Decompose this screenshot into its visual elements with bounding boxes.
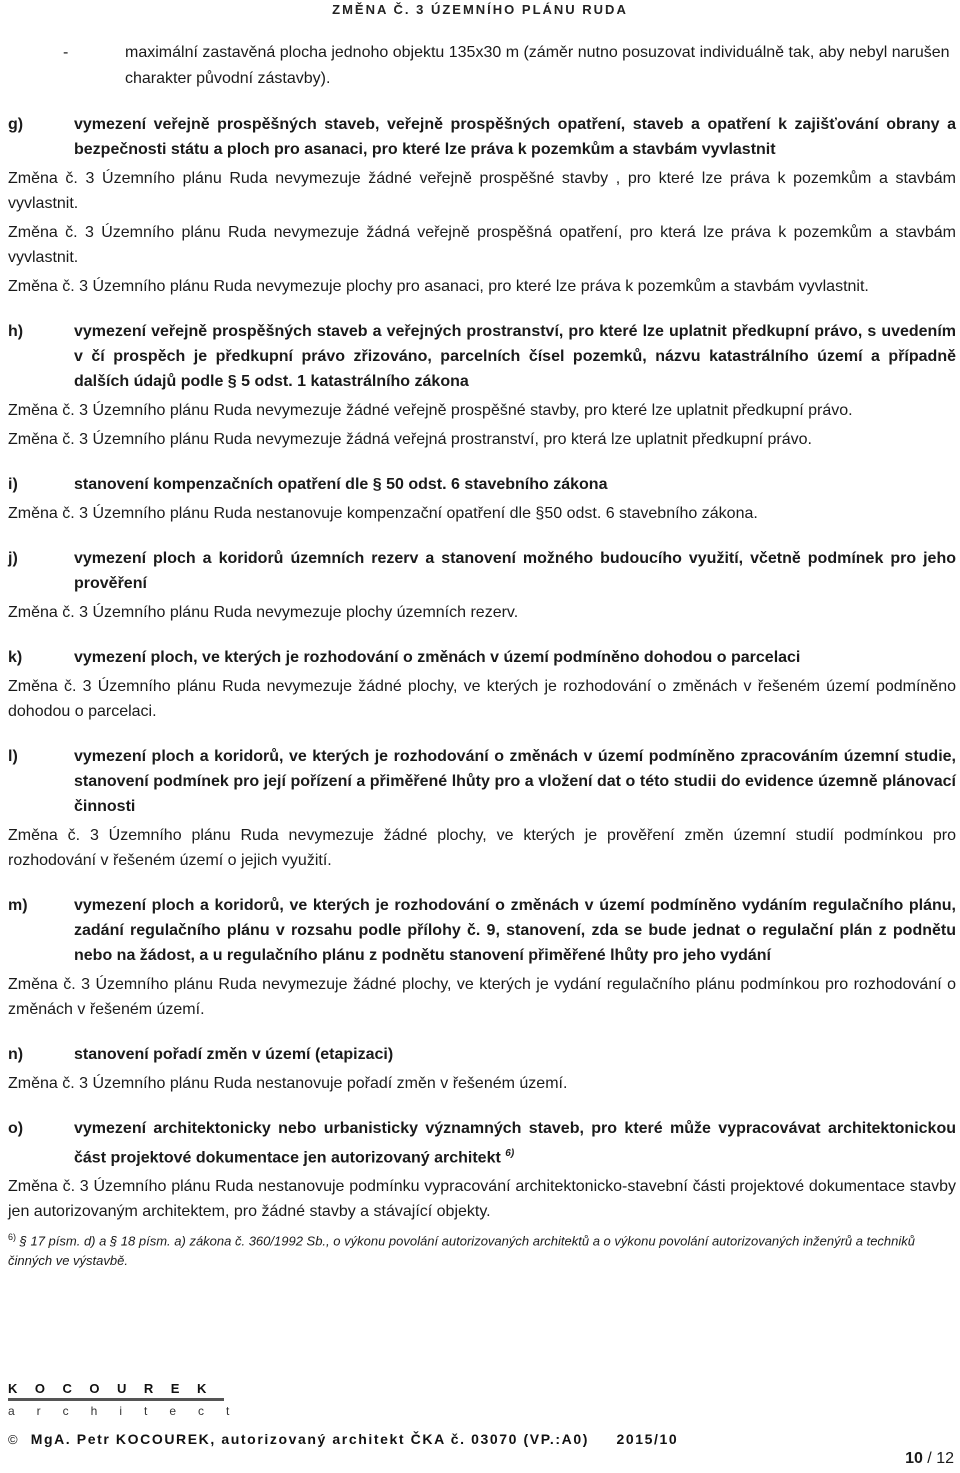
bullet-dash: - (63, 44, 69, 61)
section-paragraph: Změna č. 3 Územního plánu Ruda nevymezuje žádná veřejná prostranství, pro která lze uplatnit předkupní právo. (8, 431, 812, 448)
section-title (74, 744, 956, 819)
section-paragraph: Změna č. 3 Územního plánu Ruda nevymezuje žádné plochy, ve kterých je vydání regulačního plánu podmínkou pro rozhodování o změnách v řešeném území. (8, 976, 956, 1018)
footer (8, 1431, 948, 1447)
section-paragraph: Změna č. 3 Územního plánu Ruda nevymezuje žádné veřejně prospěšné stavby , pro které lze práva k pozemkům a stavbám vyvlastnit. (8, 170, 956, 212)
section-heading (8, 319, 956, 394)
document-body (8, 40, 956, 1270)
section-letter: k) (8, 649, 23, 666)
section-title-sup: 6) (505, 1148, 515, 1159)
section-heading (8, 645, 956, 670)
section-title-text: vymezení veřejně prospěšných staveb, veřejně prospěšných opatření, staveb a opatření k zajišťování obrany a bezpečnosti státu a ploch pro asanaci, pro které lze práva k pozemkům a stavbám vyvlastnit (74, 116, 956, 158)
page-header: ZMĚNA Č. 3 ÚZEMNÍHO PLÁNU RUDA (332, 2, 628, 17)
section-letter: o) (8, 1120, 24, 1137)
page-separator: / (922, 1450, 937, 1467)
page-total: 12 (936, 1450, 954, 1467)
footer-author: MgA. Petr KOCOUREK, autorizovaný architekt ČKA č. 03070 (VP.:A0) (30, 1431, 589, 1447)
section-title-text: vymezení ploch a koridorů, ve kterých je rozhodování o změnách v území podmíněno zpracováním územní studie, stanovení podmínek pro její pořízení a přiměřené lhůty pro a vložení dat o této studii do evidence územně plánovací činnosti (74, 748, 956, 815)
section-title (74, 645, 956, 670)
section-title (74, 1116, 956, 1170)
section-letter: j) (8, 550, 18, 567)
copyright-icon: © (8, 1432, 20, 1447)
section-letter: n) (8, 1046, 24, 1063)
bullet-text: maximální zastavěná plocha jednoho objektu 135x30 m (záměr nutno posuzovat individuálně tak, aby nebyl narušen charakter původní zástavby). (125, 44, 950, 87)
footer-code: 2015/10 (616, 1431, 679, 1447)
section-heading (8, 546, 956, 596)
section-title (74, 546, 956, 596)
section-letter: l) (8, 748, 18, 765)
section-title-text: vymezení ploch a koridorů územních rezerv a stanovení možného budoucího využití, včetně podmínek pro jeho prověření (74, 550, 956, 592)
section-paragraph: Změna č. 3 Územního plánu Ruda nestanovuje podmínku vypracování architektonicko-stavební části projektové dokumentace stavby jen autorizovaným architektem, pro žádné stavby a stávající objekty. (8, 1178, 956, 1221)
section-heading (8, 112, 956, 162)
kocourek-logo (8, 1381, 252, 1418)
section-title (74, 893, 956, 968)
footnote-mark: 6) (8, 1232, 17, 1243)
section-letter: i) (8, 476, 18, 493)
section-title-text: vymezení veřejně prospěšných staveb a veřejných prostranství, pro které lze uplatnit předkupní právo, s uvedením v čí prospěch je předkupní právo zřizováno, parcelních čísel pozemků, názvu katastrálního území a případně dalších údajů podle § 5 odst. 1 katastrálního zákona (74, 323, 956, 390)
section-heading (8, 893, 956, 968)
section-heading (8, 472, 956, 497)
section-title (74, 112, 956, 162)
page-current: 10 (905, 1450, 923, 1467)
section-paragraph: Změna č. 3 Územního plánu Ruda nevymezuje plochy pro asanaci, pro které lze práva k pozemkům a stavbám vyvlastnit. (8, 278, 869, 295)
section-letter: m) (8, 897, 28, 914)
logo-bottom-text: architect (8, 1404, 252, 1418)
section-title-text: vymezení architektonicky nebo urbanisticky významných staveb, pro které může vypracovávat architektonickou část projektové dokumentace jen autorizovaný architekt (74, 1120, 956, 1167)
logo-top-text: KOCOUREK (8, 1381, 224, 1396)
section-letter: g) (8, 116, 24, 133)
sections-container (8, 112, 956, 1224)
section-heading (8, 744, 956, 819)
section-title-text: stanovení kompenzačních opatření dle § 50 odst. 6 stavebního zákona (74, 476, 608, 493)
section-paragraph: Změna č. 3 Územního plánu Ruda nevymezuje žádná veřejně prospěšná opatření, pro která lze práva k pozemkům a stavbám vyvlastnit. (8, 224, 956, 266)
intro-bullet (63, 40, 956, 92)
section-paragraph: Změna č. 3 Územního plánu Ruda nevymezuje žádné plochy, ve kterých je rozhodování o změnách v řešeném území podmíněno dohodou o parcelaci. (8, 678, 956, 720)
section-title (74, 1042, 956, 1067)
section-title (74, 319, 956, 394)
section-paragraph: Změna č. 3 Územního plánu Ruda nevymezuje žádné plochy, ve kterých je prověření změn územní studií podmínkou pro rozhodování v řešeném území o jejich využití. (8, 827, 956, 869)
section-heading (8, 1116, 956, 1170)
page-number (905, 1450, 954, 1468)
section-title-text: vymezení ploch a koridorů, ve kterých je rozhodování o změnách v území podmíněno vydáním regulačního plánu, zadání regulačního plánu v rozsahu podle přílohy č. 9, stanovení, zda se bude jednat o regulační plán z podnětu nebo na žádost, a u regulačního plánu z podnětu stanovení přiměřené lhůty pro jeho vydání (74, 897, 956, 964)
section-title (74, 472, 956, 497)
section-letter: h) (8, 323, 24, 340)
section-heading (8, 1042, 956, 1067)
footnote-text: § 17 písm. d) a § 18 písm. a) zákona č. 360/1992 Sb., o výkonu povolání autorizovaných architektů a o výkonu povolání autorizovaných inženýrů a techniků činných ve výstavbě. (8, 1233, 916, 1268)
section-paragraph: Změna č. 3 Územního plánu Ruda nevymezuje plochy územních rezerv. (8, 604, 519, 621)
logo-divider (8, 1398, 224, 1401)
footnote (8, 1228, 956, 1269)
section-paragraph: Změna č. 3 Územního plánu Ruda nestanovuje pořadí změn v řešeném území. (8, 1075, 568, 1092)
section-paragraph: Změna č. 3 Územního plánu Ruda nevymezuje žádné veřejně prospěšné stavby, pro které lze uplatnit předkupní právo. (8, 402, 853, 419)
section-title-text: vymezení ploch, ve kterých je rozhodování o změnách v území podmíněno dohodou o parcelaci (74, 649, 801, 666)
section-paragraph: Změna č. 3 Územního plánu Ruda nestanovuje kompenzační opatření dle §50 odst. 6 stavebního zákona. (8, 505, 758, 522)
section-title-text: stanovení pořadí změn v území (etapizaci) (74, 1046, 394, 1063)
